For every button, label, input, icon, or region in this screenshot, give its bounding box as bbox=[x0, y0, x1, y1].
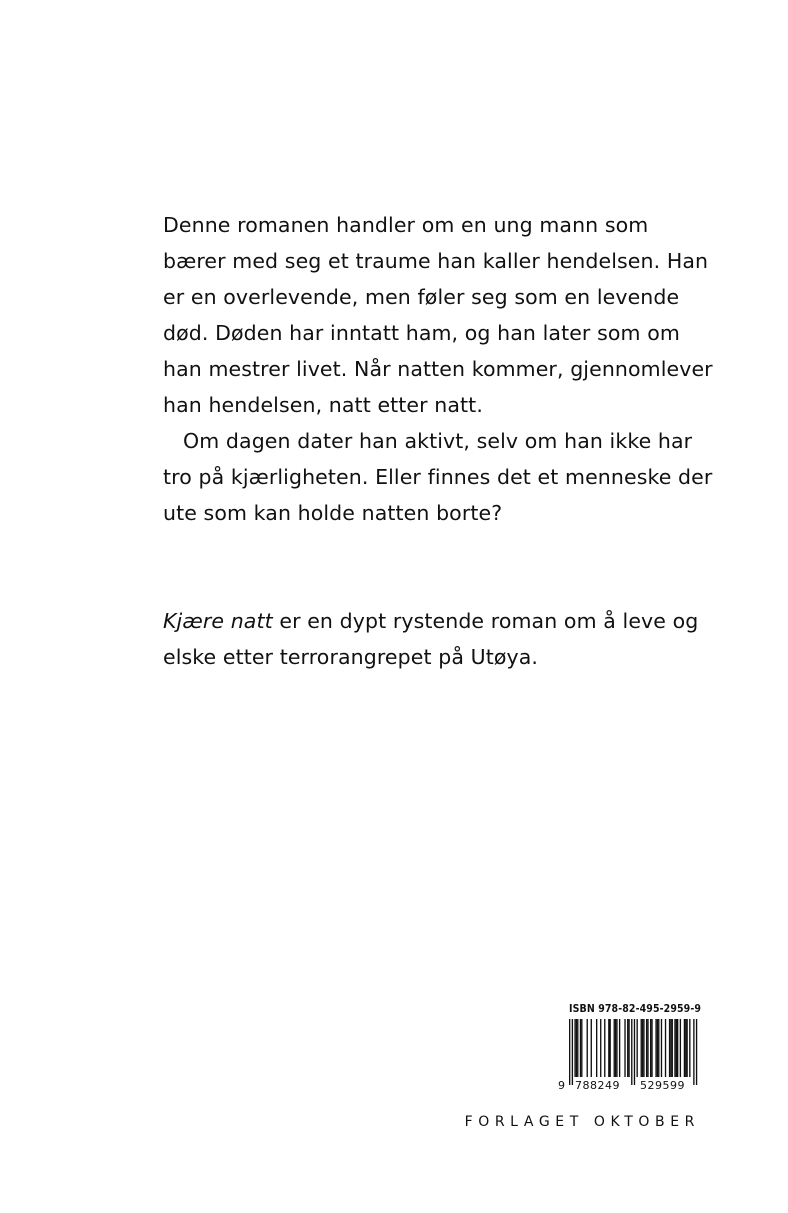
barcode-bar bbox=[693, 1019, 694, 1085]
barcode-bar bbox=[631, 1019, 632, 1085]
barcode-bar bbox=[677, 1019, 678, 1077]
barcode-bar bbox=[615, 1019, 616, 1077]
barcode-bar bbox=[685, 1019, 686, 1077]
barcode-bar bbox=[676, 1019, 677, 1077]
barcode-bar bbox=[646, 1019, 647, 1077]
barcode-bar bbox=[686, 1019, 687, 1077]
tagline-rest: er en dypt rystende roman om å leve og bbox=[272, 609, 699, 633]
barcode-bar bbox=[604, 1019, 605, 1077]
isbn-label: ISBN 978-82-495-2959-9 bbox=[569, 1003, 702, 1015]
barcode-bar bbox=[642, 1019, 643, 1077]
barcode-bar bbox=[643, 1019, 644, 1077]
barcode-bar bbox=[600, 1019, 601, 1077]
blurb-line: ute som kan holde natten borte? bbox=[163, 501, 503, 525]
tagline bbox=[163, 603, 733, 675]
barcode bbox=[558, 1019, 700, 1092]
barcode-bar bbox=[672, 1019, 673, 1077]
isbn-block bbox=[558, 1003, 700, 1092]
publisher-name: FORLAGET OKTOBER bbox=[464, 1114, 700, 1130]
tagline-line bbox=[163, 603, 733, 639]
barcode-bar bbox=[619, 1019, 620, 1077]
barcode-digits-left: 788249 bbox=[575, 1079, 620, 1092]
blurb-line: Om dagen dater han aktivt, selv om han ikke har bbox=[183, 429, 693, 453]
barcode-bar bbox=[572, 1019, 573, 1085]
barcode-bar bbox=[689, 1019, 690, 1077]
barcode-bar bbox=[658, 1019, 659, 1077]
barcode-bar bbox=[650, 1019, 651, 1077]
barcode-bar bbox=[655, 1019, 656, 1077]
barcode-bar bbox=[651, 1019, 652, 1077]
barcode-bar bbox=[647, 1019, 648, 1077]
barcode-digit-first: 9 bbox=[558, 1079, 565, 1092]
book-title: Kjære natt bbox=[163, 609, 273, 633]
barcode-bar bbox=[696, 1019, 697, 1085]
barcode-bar bbox=[580, 1019, 581, 1077]
blurb-line: bærer med seg et traume han kaller hendelsen. Han bbox=[163, 249, 709, 273]
blurb-line: er en overlevende, men føler seg som en levende bbox=[163, 285, 680, 309]
barcode-bar bbox=[569, 1019, 570, 1085]
barcode-bar bbox=[637, 1019, 638, 1077]
barcode-bar bbox=[680, 1019, 681, 1077]
barcode-bar bbox=[684, 1019, 685, 1077]
blurb-line: han mestrer livet. Når natten kommer, gjennomlever bbox=[163, 357, 713, 381]
barcode-bar bbox=[608, 1019, 609, 1077]
blurb-text bbox=[163, 207, 733, 531]
barcode-bar bbox=[670, 1019, 671, 1077]
barcode-bar bbox=[661, 1019, 662, 1077]
barcode-bar bbox=[665, 1019, 666, 1077]
barcode-bar bbox=[634, 1019, 635, 1085]
barcode-bar bbox=[627, 1019, 628, 1077]
barcode-bar bbox=[576, 1019, 577, 1077]
barcode-bar bbox=[591, 1019, 592, 1077]
barcode-bar bbox=[674, 1019, 675, 1077]
blurb-line: død. Døden har inntatt ham, og han later som om bbox=[163, 321, 680, 345]
blurb-line: Denne romanen handler om en ung mann som bbox=[163, 213, 649, 237]
barcode-digits bbox=[558, 1079, 700, 1093]
barcode-bar bbox=[628, 1019, 629, 1077]
blurb-line: tro på kjærligheten. Eller finnes det et menneske der bbox=[163, 465, 713, 489]
barcode-bar bbox=[624, 1019, 625, 1077]
barcode-bar bbox=[669, 1019, 670, 1077]
barcode-bar bbox=[581, 1019, 582, 1077]
barcode-bar bbox=[616, 1019, 617, 1077]
barcode-digits-right: 529599 bbox=[640, 1079, 685, 1092]
barcode-bar bbox=[574, 1019, 575, 1077]
barcode-bar bbox=[610, 1019, 611, 1077]
tagline-line: elske etter terrorangrepet på Utøya. bbox=[163, 645, 538, 669]
barcode-bar bbox=[614, 1019, 615, 1077]
barcode-bar bbox=[596, 1019, 597, 1077]
barcode-bar bbox=[587, 1019, 588, 1077]
barcode-bar bbox=[577, 1019, 578, 1077]
barcode-bar bbox=[641, 1019, 642, 1077]
blurb-line: han hendelsen, natt etter natt. bbox=[163, 393, 483, 417]
barcode-bar bbox=[657, 1019, 658, 1077]
